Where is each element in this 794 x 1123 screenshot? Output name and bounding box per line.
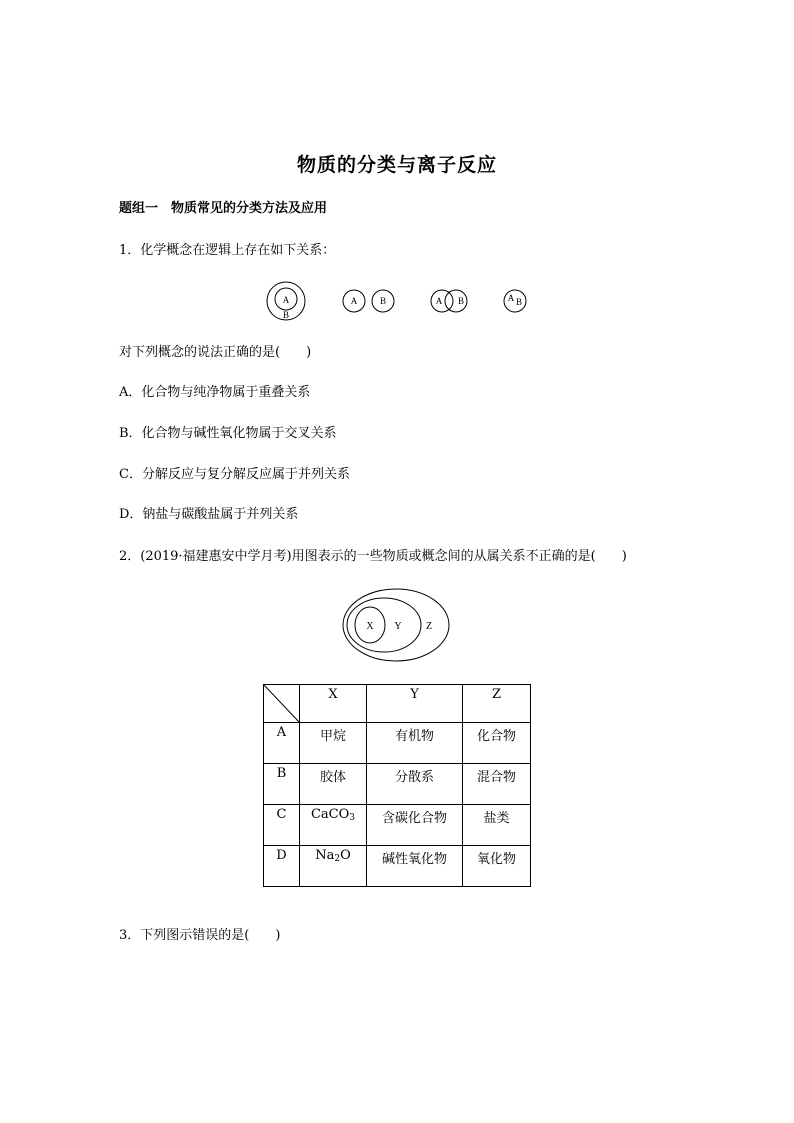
section-heading: 题组一 物质常见的分类方法及应用	[119, 201, 328, 216]
q1-diagram2-label-a: A	[350, 296, 358, 306]
column-header-y: Y	[367, 685, 463, 723]
table-corner-cell	[264, 685, 300, 723]
formula-tail: O	[340, 848, 351, 863]
q2-ellipse-y	[347, 598, 421, 652]
cell-x	[300, 805, 367, 846]
q1-diagram3-label-b: B	[457, 296, 465, 306]
cell-z: 混合物	[463, 764, 531, 805]
table-row	[264, 805, 531, 846]
cell-x: 胶体	[300, 764, 367, 805]
table-row	[264, 764, 531, 805]
cell-y: 有机物	[367, 723, 463, 764]
q2-label-y: Y	[394, 621, 402, 632]
formula-main: CaCO	[310, 807, 350, 822]
q2-label-x: X	[366, 621, 374, 632]
table-row	[264, 723, 531, 764]
question-1-option-a: A．化合物与纯净物属于重叠关系	[119, 385, 311, 400]
column-header-x: X	[300, 685, 367, 723]
q1-diagram2-label-b: B	[379, 296, 387, 306]
question-3-stem: 3．下列图示错误的是( )	[119, 928, 281, 943]
question-1-option-d: D．钠盐与碳酸盐属于并列关系	[119, 507, 299, 522]
cell-y: 含碳化合物	[367, 805, 463, 846]
row-label: D	[264, 846, 300, 887]
q1-diagram4-label-b: B	[515, 297, 523, 307]
cell-z: 氧化物	[463, 846, 531, 887]
q2-nested-ellipse-diagram	[340, 586, 452, 664]
cell-x: 甲烷	[300, 723, 367, 764]
q1-diagram3-label-a: A	[435, 296, 443, 306]
row-label: A	[264, 723, 300, 764]
question-1-prompt: 对下列概念的说法正确的是( )	[119, 345, 312, 360]
formula-subscript: 2	[334, 854, 341, 864]
q1-relation-diagrams	[255, 279, 545, 323]
row-label: C	[264, 805, 300, 846]
cell-y: 分散系	[367, 764, 463, 805]
cell-z: 盐类	[463, 805, 531, 846]
question-2-stem: 2．(2019·福建惠安中学月考)用图表示的一些物质或概念间的从属关系不正确的是( )	[119, 549, 627, 564]
q1-diagram4-label-a: A	[507, 293, 515, 303]
question-1-option-c: C．分解反应与复分解反应属于并列关系	[119, 467, 350, 482]
formula-main: Na	[315, 848, 335, 863]
q2-answer-table	[263, 684, 531, 887]
q2-label-z: Z	[425, 621, 433, 632]
table-header-row	[264, 685, 531, 723]
column-header-z: Z	[463, 685, 531, 723]
question-1-option-b: B．化合物与碱性氧化物属于交叉关系	[119, 426, 337, 441]
table-row	[264, 846, 531, 887]
page-title: 物质的分类与离子反应	[296, 154, 497, 176]
cell-z: 化合物	[463, 723, 531, 764]
question-1-stem: 1．化学概念在逻辑上存在如下关系：	[119, 243, 336, 258]
corner-diagonal-line	[264, 685, 300, 723]
row-label: B	[264, 764, 300, 805]
cell-x	[300, 846, 367, 887]
q1-diagram1-label-a: A	[282, 295, 290, 305]
cell-y: 碱性氧化物	[367, 846, 463, 887]
formula-subscript: 3	[349, 813, 356, 823]
q1-diagram1-label-b: B	[282, 310, 290, 320]
